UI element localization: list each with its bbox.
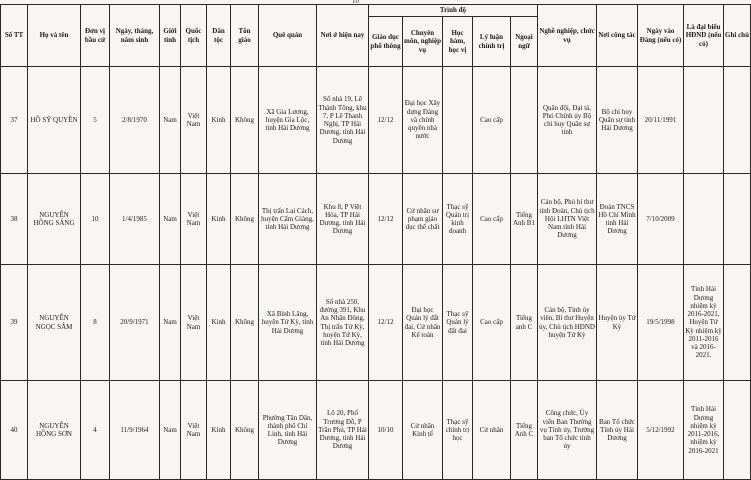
cell-political: Cao cấp bbox=[473, 265, 511, 381]
header-religion: Tôn giáo bbox=[231, 5, 259, 67]
cell-name: NGUYỄN HỒNG SÁNG bbox=[28, 174, 81, 265]
table-row bbox=[1, 265, 751, 381]
header-nationality: Quốc tịch bbox=[181, 5, 207, 67]
cell-residence: Số nhà 19, Lê Thánh Tông, khu 7, P Lê Thanh Nghị, TP Hải Dương, tỉnh Hải Dương bbox=[317, 67, 369, 174]
cell-nationality: Việt Nam bbox=[181, 174, 207, 265]
header-dob: Ngày, tháng, năm sinh bbox=[110, 5, 160, 67]
cell-general-ed: 12/12 bbox=[369, 67, 403, 174]
header-occupation: Nghề nghiệp, chức vụ bbox=[538, 5, 597, 67]
header-ethnicity: Dân tộc bbox=[207, 5, 231, 67]
cell-religion: Không bbox=[231, 265, 259, 381]
page-number: 10 bbox=[352, 0, 359, 5]
candidate-table bbox=[0, 4, 751, 480]
cell-hdnd: Tỉnh Hải Dương nhiệm kỳ 2016-2021, Huyện Tứ Kỳ nhiệm kỳ 2011-2016 và 2016-2021. bbox=[684, 265, 724, 381]
cell-ethnicity: Kinh bbox=[207, 381, 231, 480]
cell-language: Tiếng Anh B1 bbox=[511, 174, 538, 265]
table-row bbox=[1, 381, 751, 480]
header-unit: Đơn vị bầu cử bbox=[81, 5, 110, 67]
cell-hometown: Xã Gia Lương, huyện Gia Lộc, tỉnh Hải Dương bbox=[259, 67, 317, 174]
cell-language: Tiếng anh C bbox=[511, 265, 538, 381]
cell-gender: Nam bbox=[160, 265, 181, 381]
cell-specialty: Cử nhân Kinh tế bbox=[403, 381, 443, 480]
cell-residence: Lô 20, Phố Trương Đỗ, P Trần Phú, TP Hải Dương, tỉnh Hải Dương bbox=[317, 381, 369, 480]
cell-gender: Nam bbox=[160, 381, 181, 480]
header-name: Họ và tên bbox=[28, 5, 81, 67]
cell-specialty: Đại học Quản lý đất đai, Cử nhân Kế toán bbox=[403, 265, 443, 381]
cell-name: NGUYỄN NGỌC SÂM bbox=[28, 265, 81, 381]
cell-hometown: Thị trấn Lai Cách, huyện Cẩm Giàng, tỉnh Hải Dương bbox=[259, 174, 317, 265]
cell-gender: Nam bbox=[160, 67, 181, 174]
cell-notes bbox=[724, 381, 751, 480]
cell-hdnd bbox=[684, 67, 724, 174]
cell-specialty: Đại học Xây dựng Đảng và chính quyền nhà nước bbox=[403, 67, 443, 174]
cell-hometown: Xã Bình Lãng, huyện Tứ Kỳ, tỉnh Hải Dương bbox=[259, 265, 317, 381]
header-general-ed: Giáo dục phổ thông bbox=[369, 17, 403, 67]
cell-political: Cao cấp bbox=[473, 174, 511, 265]
cell-party-date: 20/11/1991 bbox=[638, 67, 684, 174]
header-education-group: Trình độ bbox=[369, 5, 538, 17]
cell-degree: Thạc sỹ Quản trị kinh doanh bbox=[443, 174, 473, 265]
cell-occupation: Cán bộ, Tỉnh ủy viên, Bí thư Huyện ủy, Chủ tịch HĐND huyện Tứ Kỳ bbox=[538, 265, 597, 381]
cell-name: HỒ SỸ QUYỀN bbox=[28, 67, 81, 174]
cell-degree: Thạc sỹ chính trị học bbox=[443, 381, 473, 480]
header-language: Ngoại ngữ bbox=[511, 17, 538, 67]
cell-dob: 11/9/1964 bbox=[110, 381, 160, 480]
cell-notes bbox=[724, 67, 751, 174]
cell-dob: 20/9/1971 bbox=[110, 265, 160, 381]
cell-hdnd bbox=[684, 174, 724, 265]
cell-degree bbox=[443, 67, 473, 174]
cell-religion: Không bbox=[231, 381, 259, 480]
cell-general-ed: 12/12 bbox=[369, 174, 403, 265]
cell-general-ed: 10/10 bbox=[369, 381, 403, 480]
header-stt: Số TT bbox=[1, 5, 28, 67]
cell-ethnicity: Kinh bbox=[207, 174, 231, 265]
cell-gender: Nam bbox=[160, 174, 181, 265]
cell-dob: 2/8/1970 bbox=[110, 67, 160, 174]
cell-unit: 4 bbox=[81, 381, 110, 480]
cell-workplace: Đoàn TNCS Hồ Chí Minh tỉnh Hải Dương bbox=[597, 174, 638, 265]
cell-degree: Thạc sỹ Quản lý đất đai bbox=[443, 265, 473, 381]
header-workplace: Nơi công tác bbox=[597, 5, 638, 67]
cell-hometown: Phường Tân Dân, thành phố Chí Linh, tỉnh Hải Dương bbox=[259, 381, 317, 480]
cell-language bbox=[511, 67, 538, 174]
cell-occupation: Cán bộ, Phó bí thư tỉnh Đoàn, Chủ tịch Hội LHTN Việt Nam tỉnh Hải Dương bbox=[538, 174, 597, 265]
cell-occupation: Công chức, Ủy viên Ban Thường vụ Tỉnh ủy, Trưởng ban Tổ chức tỉnh ủy bbox=[538, 381, 597, 480]
table-row bbox=[1, 174, 751, 265]
header-gender: Giới tính bbox=[160, 5, 181, 67]
cell-workplace: Bộ chỉ huy Quân sự tỉnh Hải Dương bbox=[597, 67, 638, 174]
cell-workplace: Huyện ủy Tứ Kỳ bbox=[597, 265, 638, 381]
header-political: Lý luận chính trị bbox=[473, 17, 511, 67]
cell-nationality: Việt Nam bbox=[181, 67, 207, 174]
header-degree: Học hàm, học vị bbox=[443, 17, 473, 67]
header-row bbox=[1, 5, 751, 17]
header-residence: Nơi ở hiện nay bbox=[317, 5, 369, 67]
cell-language: Tiếng Anh C bbox=[511, 381, 538, 480]
cell-nationality: Việt Nam bbox=[181, 265, 207, 381]
cell-party-date: 5/12/1992 bbox=[638, 381, 684, 480]
cell-nationality: Việt Nam bbox=[181, 381, 207, 480]
header-specialty: Chuyên môn, nghiệp vụ bbox=[403, 17, 443, 67]
header-hometown: Quê quán bbox=[259, 5, 317, 67]
cell-political: Cử nhân bbox=[473, 381, 511, 480]
cell-political: Cao cấp bbox=[473, 67, 511, 174]
cell-notes bbox=[724, 174, 751, 265]
header-notes: Ghi chú bbox=[724, 5, 751, 67]
header-hdnd: Là đại biểu HĐND (nếu có) bbox=[684, 5, 724, 67]
header-party-date: Ngày vào Đảng (nếu có) bbox=[638, 5, 684, 67]
cell-unit: 8 bbox=[81, 265, 110, 381]
table-row bbox=[1, 67, 751, 174]
cell-ethnicity: Kinh bbox=[207, 265, 231, 381]
cell-unit: 10 bbox=[81, 174, 110, 265]
cell-name: NGUYỄN HỒNG SƠN bbox=[28, 381, 81, 480]
cell-stt: 40 bbox=[1, 381, 28, 480]
cell-party-date: 19/5/1998 bbox=[638, 265, 684, 381]
cell-stt: 38 bbox=[1, 174, 28, 265]
cell-hdnd: Tỉnh Hải Dương nhiệm kỳ 2011-2016, nhiệm kỳ 2016-2021 bbox=[684, 381, 724, 480]
cell-unit: 5 bbox=[81, 67, 110, 174]
cell-party-date: 7/10/2009 bbox=[638, 174, 684, 265]
cell-general-ed: 12/12 bbox=[369, 265, 403, 381]
cell-religion: Không bbox=[231, 67, 259, 174]
cell-residence: Khu 8, P Việt Hòa, TP Hải Dương, tỉnh Hải Dương bbox=[317, 174, 369, 265]
cell-notes bbox=[724, 265, 751, 381]
cell-ethnicity: Kinh bbox=[207, 67, 231, 174]
cell-workplace: Ban Tổ chức Tỉnh ủy Hải Dương bbox=[597, 381, 638, 480]
cell-dob: 1/4/1985 bbox=[110, 174, 160, 265]
cell-specialty: Cử nhân sư phạm giáo dục thể chất bbox=[403, 174, 443, 265]
cell-occupation: Quân đội, Đại tá, Phó Chính ủy Bộ chỉ huy Quân sự tỉnh bbox=[538, 67, 597, 174]
cell-residence: Số nhà 250, đường 391, Khu An Nhân Đông, Thị trấn Tứ Kỳ, huyện Tứ Kỳ, tỉnh Hải Dương bbox=[317, 265, 369, 381]
cell-stt: 37 bbox=[1, 67, 28, 174]
cell-stt: 39 bbox=[1, 265, 28, 381]
cell-religion: Không bbox=[231, 174, 259, 265]
